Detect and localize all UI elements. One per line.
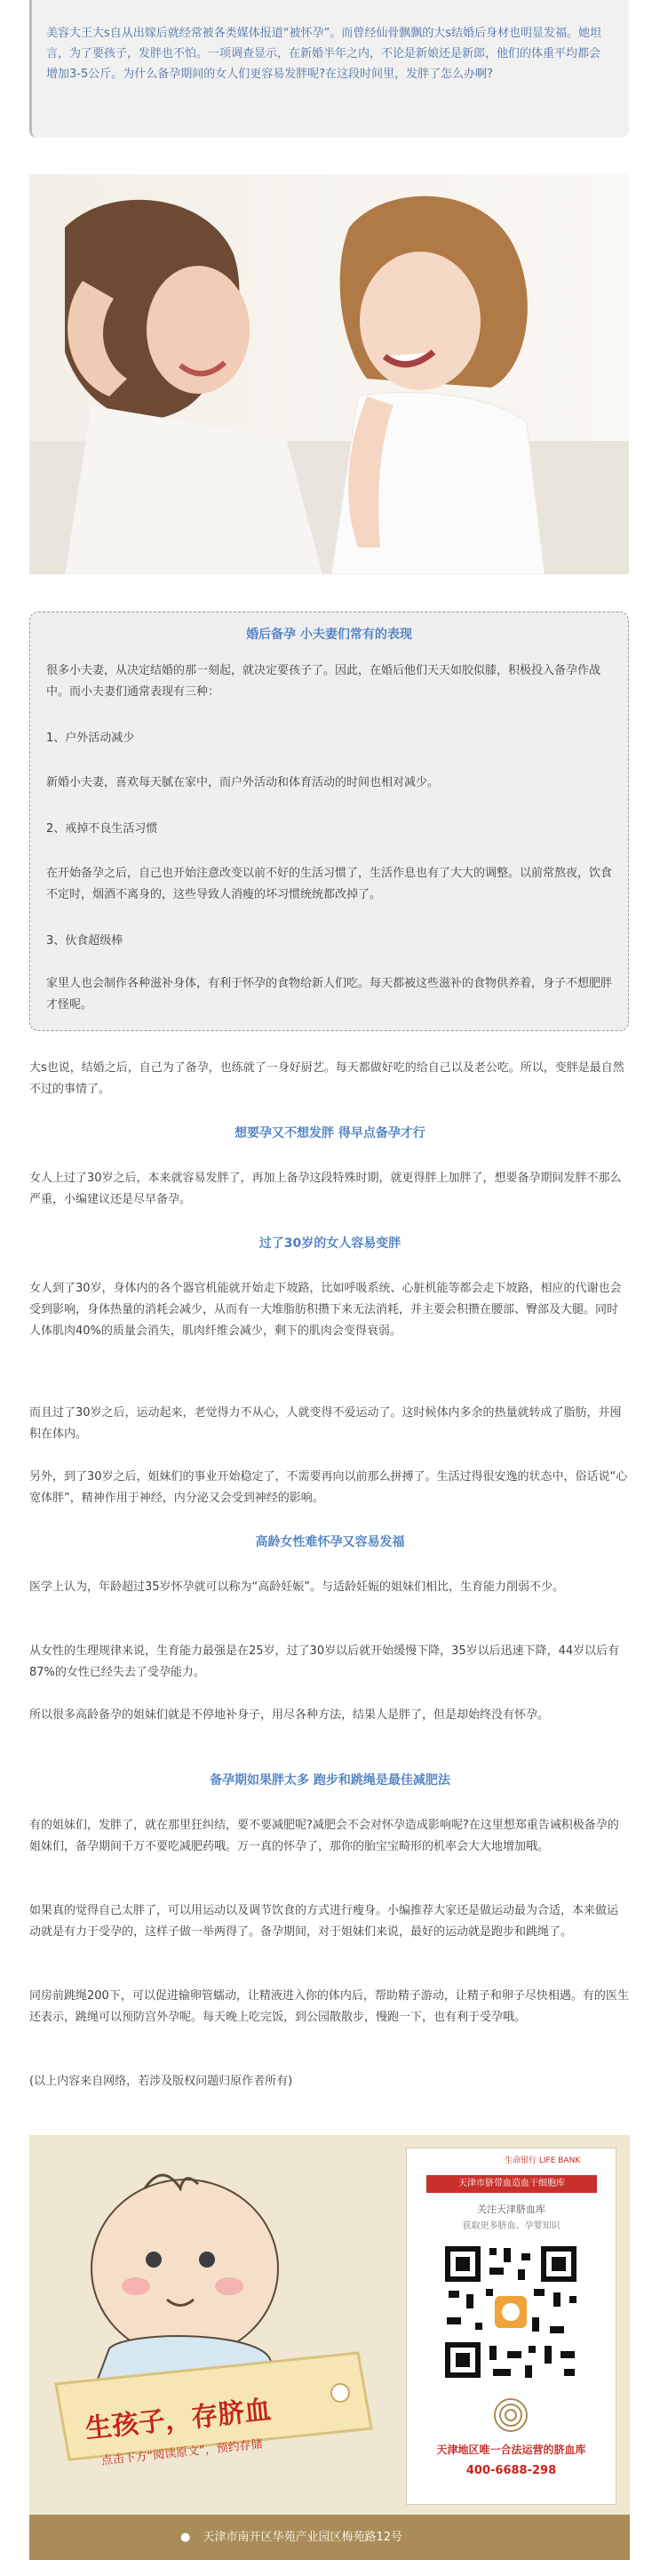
tips-box-paragraph: 家里人也会制作各种滋补身体，有利于怀孕的食物给新人们吃。每天都被这些滋补的食物供养着，身子不想肥胖才怪呢。: [46, 977, 613, 1012]
section-title: 高龄女性难怀孕又容易发福: [255, 1535, 405, 1549]
photo-illustration: [29, 174, 629, 574]
intro-quote: 美容大王大s自从出嫁后就经常被各类媒体报道“被怀孕”。而曾经仙骨飘飘的大s结婚后身材也明显发福。她坦言，为了要孩子，发胖也不怕。一项调查显示，在新婚半年之内，不论是新娘还是新郎，他们的体重平均都会增加3-5公斤。为什么备孕期间的女人们更容易发胖呢?在这段时间里，发胖了怎么办啊?: [29, 0, 629, 138]
ad-slogan: 生孩子，存脐血: [83, 2394, 273, 2445]
body-paragraph: 女人上过了30岁之后，本来就容易发胖了，再加上备孕这段特殊时期，就更得胖上加胖了，想要备孕期间发胖不那么严重，小编建议还是尽早备孕。: [29, 1172, 622, 1206]
follow-subtext: 获取更多脐血、孕婴知识: [462, 2221, 561, 2231]
tips-box-paragraph: 在开始备孕之后，自己也开始注意改变以前不好的生活习惯了，生活作息也有了大大的调整。以前常熬夜，饮食不定时，烟酒不离身的，这些导致人消瘦的坏习惯统统都改掉了。: [46, 867, 613, 901]
body-paragraph: 同房前跳绳200下，可以促进输卵管蠕动，让精液进入你的体内后，帮助精子游动，让精子和卵子尽快相遇。有的医生还表示，跳绳可以预防宫外孕呢。每天晚上吃完饭，到公园散散步，慢跑一下，也有利于受孕哦。: [29, 1989, 629, 2024]
address-bar: [29, 2515, 630, 2560]
qr-code-icon[interactable]: [440, 2241, 582, 2383]
ad-cta: 点击下方“阅读原文”，预约存储: [100, 2437, 264, 2468]
qr-card: [406, 2148, 616, 2505]
tips-box-heading: 3、伙食超级棒: [46, 934, 123, 948]
section-title: 备孕期如果胖太多 跑步和跳绳是最佳减肥法: [210, 1773, 450, 1788]
mother-child-photo: [29, 174, 629, 574]
body-paragraph: 从女性的生理规律来说，生育能力最强是在25岁，过了30岁以后就开始缓慢下降，35岁以后迅速下降，44岁以后有87%的女性已经失去了受孕能力。: [29, 1644, 620, 1679]
tips-box-paragraph: 新婚小夫妻，喜欢每天腻在家中，而户外活动和体育活动的时间也相对减少。: [46, 776, 440, 789]
tips-box-heading: 1、户外活动减少: [46, 732, 135, 745]
body-paragraph: 而且过了30岁之后，运动起来，老觉得力不从心，人就变得不爱运动了。这时候体内多余的热量就转成了脂肪，并囤积在体内。: [29, 1406, 622, 1441]
tips-box: [29, 612, 629, 1031]
copyright-note: (以上内容来自网络，若涉及版权问题归原作者所有): [29, 2075, 293, 2088]
location-pin-icon: ●: [180, 2531, 191, 2544]
body-paragraph: 如果真的觉得自己太胖了，可以用运动以及调节饮食的方式进行瘦身。小编推荐大家还是做运动最为合适，本来做运动就是有力于受孕的，这样子做一举两得了。备孕期间，对于姐妹们来说，最好的运动就是跑步和跳绳了。: [29, 1904, 619, 1939]
body-paragraph: 大s也说，结婚之后，自己为了备孕，也练就了一身好厨艺。每天都做好吃的给自己以及老公吃。所以，变胖是最自然不过的事情了。: [29, 1061, 624, 1096]
body-paragraph: 女人到了30岁，身体内的各个器官机能就开始走下坡路，比如呼吸系统、心脏机能等都会走下坡路，相应的代谢也会受到影响，身体热量的消耗会减少，从而有一大堆脂肪积攒下来无法消耗，并主要会积攒在腰部、臀部及大腿。同时人体肌肉40%的质量会消失，肌肉纤维会减少，剩下的肌肉会变得衰弱。: [29, 1282, 622, 1338]
bank-logo: 生命银行 LIFE BANK: [505, 2156, 581, 2165]
tips-box-paragraph: 很多小夫妻，从决定结婚的那一刻起，就决定要孩子了。因此，在婚后他们天天如胶似膝，积极投入备孕作战中。而小夫妻们通常表现有三种：: [46, 664, 601, 699]
body-paragraph: 另外，到了30岁之后，姐妹们的事业开始稳定了，不需要再向以前那么拼搏了。生活过得很安逸的状态中，俗话说“心宽体胖”，精神作用于神经，内分泌又会受到神经的影响。: [29, 1470, 628, 1505]
body-paragraph: 有的姐妹们，发胖了，就在那里狂纠结，要不要减肥呢?减肥会不会对怀孕造成影响呢?在这里想郑重告诫积极备孕的姐妹们，备孕期间千万不要吃减肥药哦。万一真的怀孕了，那你的胎宝宝畸形的机率会大大地增加哦。: [29, 1819, 619, 1853]
ad-phone[interactable]: 400-6688-298: [465, 2464, 557, 2477]
section-title: 过了30岁的女人容易变胖: [258, 1236, 402, 1251]
ad-address: 天津市南开区华苑产业园区梅苑路12号: [203, 2531, 403, 2544]
tips-box-heading: 2、戒掉不良生活习惯: [46, 822, 158, 836]
body-paragraph: 所以很多高龄备孕的姐妹们就是不停地补身子，用尽各种方法，结果人是胖了，但是却始终没有怀孕。: [29, 1708, 550, 1722]
cord-blood-bank-ad[interactable]: [29, 2135, 630, 2560]
tips-box-title: 婚后备孕 小夫妻们常有的表现: [246, 628, 412, 642]
bank-name: 天津市脐带血造血干细胞库: [426, 2175, 597, 2193]
section-title: 想要孕又不想发胖 得早点备孕才行: [235, 1126, 425, 1140]
fingerprint-icon: [493, 2397, 529, 2433]
ad-tagline: 天津地区唯一合法运营的脐血库: [436, 2444, 586, 2456]
body-paragraph: 医学上认为，年龄超过35岁怀孕就可以称为“高龄妊娠”。与适龄妊娠的姐妹们相比，生育能力削弱不少。: [29, 1580, 565, 1594]
follow-text: 关注天津脐血库: [477, 2204, 545, 2215]
